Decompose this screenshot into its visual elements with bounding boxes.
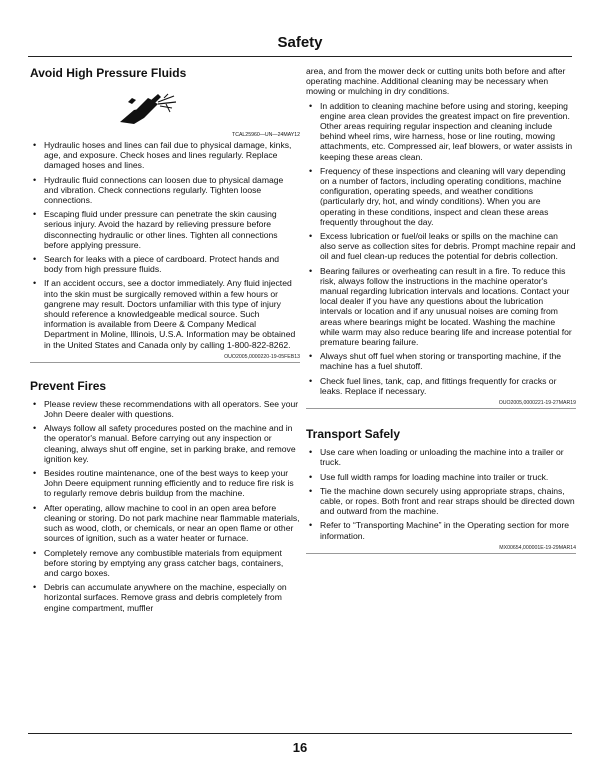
- list-item: • Besides routine maintenance, one of the best ways to keep your John Deere equipment running efficiently and to reduce fire risk is to regularly remove debris buildup from the machine.: [30, 468, 300, 499]
- fluid-injection-hand-icon: [114, 88, 180, 128]
- bullet-list: [306, 101, 576, 396]
- list-item: • Always shut off fuel when storing or transporting machine, if the machine has a fuel shutoff.: [306, 351, 576, 371]
- bullet-list: [30, 140, 300, 350]
- list-item: • After operating, allow machine to cool in an open area before cleaning or storing. Do not park machine near flammable materials, such as wood, cloth, or chemicals, or near an open flame or other sources of ignition, such as a water heater or furnace.: [30, 503, 300, 544]
- list-item: • Check fuel lines, tank, cap, and fittings frequently for cracks or leaks. Replace if necessary.: [306, 376, 576, 396]
- page-title: Safety: [277, 34, 323, 51]
- list-item: • Excess lubrication or fuel/oil leaks or spills on the machine can also serve as collection sites for debris. Prompt machine repair and oil and fuel clean-up reduces the potential for debris collection.: [306, 231, 576, 262]
- list-item: • Bearing failures or overheating can result in a fire. To reduce this risk, always follow the instructions in the machine operator's manual regarding lubrication intervals and locations. Contact your local dealer if you have any questions about the lubrication intervals or location and if any unusual noises are coming from areas where bearings might be located. Washing the machine while warm may also reduce bearing life and increase potential for premature bearing failure.: [306, 266, 576, 348]
- title-rule: [28, 56, 572, 57]
- left-column: [30, 66, 300, 617]
- right-column: [306, 66, 576, 554]
- reference-code: MX00654,000001E-19-29MAR14: [499, 544, 576, 551]
- list-item: • Debris can accumulate anywhere on the machine, especially on horizontal surfaces. Remove grass and debris completely from engine compartment, muffler: [30, 582, 300, 613]
- high-pressure-fluid-illustration: [30, 86, 300, 130]
- list-item: • Please review these recommendations with all operators. See your John Deere dealer with questions.: [30, 399, 300, 419]
- figure-code: TCAL25960—UN—24MAY12: [232, 132, 300, 138]
- page-number: 16: [292, 740, 308, 755]
- footer-rule: [28, 733, 572, 734]
- list-item: • Refer to “Transporting Machine” in the Operating section for more information.: [306, 520, 576, 540]
- list-item: • Escaping fluid under pressure can penetrate the skin causing serious injury. Avoid the hazard by relieving pressure before disconnecting hydraulic or other lines. Tighten all connections before applying pressure.: [30, 209, 300, 250]
- section-prevent-fires: [30, 379, 300, 613]
- list-item: • Completely remove any combustible materials from equipment before storing by emptying any grass catcher bags, containers, and cargo boxes.: [30, 548, 300, 579]
- list-item: • In addition to cleaning machine before using and storing, keeping engine area clean provides the greatest impact on fire prevention. Other areas requiring regular inspection and cleaning include behind wheel rims, wire harness, hose or line routing, mowing attachments, etc. Compressed air, leaf blowers, or water assists in keeping these areas clean.: [306, 101, 576, 162]
- continued-paragraph: area, and from the mower deck or cutting units both before and after operating machine. Additional cleaning may be necessary when mowing or mulching in dry conditions.: [306, 66, 566, 97]
- list-item: • Tie the machine down securely using appropriate straps, chains, cable, or ropes. Both front and rear straps should be directed down and outward from the machine.: [306, 486, 576, 517]
- bullet-list: [306, 447, 576, 541]
- list-item: • Search for leaks with a piece of cardboard. Protect hands and body from high pressure fluids.: [30, 254, 300, 274]
- section-heading: Transport Safely: [306, 427, 401, 442]
- section-divider: [306, 553, 576, 554]
- section-heading: Prevent Fires: [30, 378, 107, 393]
- section-heading: Avoid High Pressure Fluids: [30, 66, 187, 80]
- list-item: • Frequency of these inspections and cleaning will vary depending on a number of factors, including operating conditions, machine configuration, operating speeds, and weather conditions (particularly dry, hot, and windy conditions). When you are operating in these conditions, inspect and clean these areas frequently throughout the day.: [306, 166, 576, 227]
- list-item: • If an accident occurs, see a doctor immediately. Any fluid injected into the skin must be surgically removed within a few hours or gangrene may result. Doctors unfamiliar with this type of injury should reference a knowledgeable medical source. Such information is available from Deere & Company Medical Department in Moline, Illinois, U.S.A. Information may be obtained in the United States and Canada only by calling 1-800-822-8262.: [30, 278, 300, 349]
- list-item: • Use full width ramps for loading machine into trailer or truck.: [306, 472, 576, 482]
- bullet-list: [30, 399, 300, 613]
- section-transport-safely: [306, 427, 576, 554]
- section-high-pressure-fluids: [30, 66, 300, 363]
- list-item: • Use care when loading or unloading the machine into a trailer or truck.: [306, 447, 576, 467]
- list-item: • Hydraulic fluid connections can loosen due to physical damage and vibration. Check connections regularly. Tighten loose connections.: [30, 175, 300, 206]
- reference-code: OUO2005,0000221-19-27MAR19: [498, 400, 576, 407]
- list-item: • Always follow all safety procedures posted on the machine and in the operator's manual. Before carrying out any inspection or cleaning, always shut off engine, set in parking brake, and remove ignition key.: [30, 423, 300, 464]
- list-item: • Hydraulic hoses and lines can fail due to physical damage, kinks, age, and exposure. Check hoses and lines regularly. Replace damaged hoses and lines.: [30, 140, 300, 171]
- reference-code: OUO2005,0000220-19-05FEB13: [224, 353, 300, 360]
- section-prevent-fires-continued: [306, 66, 576, 409]
